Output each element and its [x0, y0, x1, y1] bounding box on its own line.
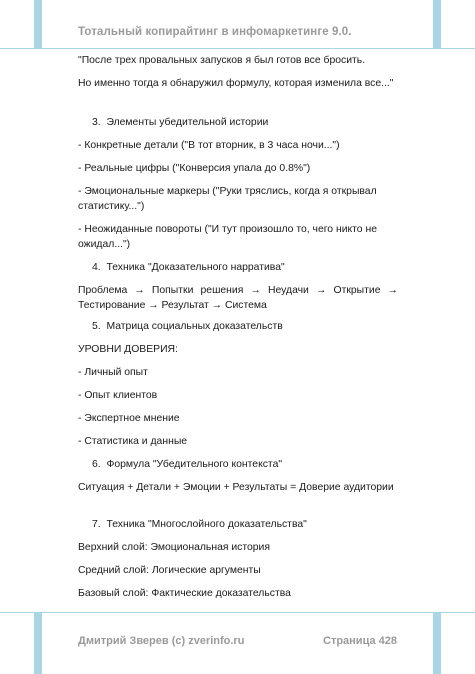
list-item: - Экспертное мнение — [78, 413, 180, 424]
section-title: Техника "Многослойного доказательства" — [106, 519, 307, 530]
section-title: Элементы убедительной истории — [106, 117, 269, 128]
list-item: - Конкретные детали ("В тот вторник, в 3 часа ночи...") — [78, 140, 340, 151]
layer-item: Верхний слой: Эмоциональная история — [78, 542, 270, 553]
layer-item: Средний слой: Логические аргументы — [78, 565, 261, 576]
section-number: 6. — [92, 459, 101, 470]
list-item: - Личный опыт — [78, 367, 148, 378]
section-4-heading — [92, 261, 285, 276]
section-3-heading — [92, 116, 268, 131]
footer-author: Дмитрий Зверев (c) zverinfo.ru — [78, 635, 245, 647]
footer-rule — [0, 612, 475, 613]
section-6-heading — [92, 458, 282, 473]
context-formula: Ситуация + Детали + Эмоции + Результаты = Доверие аудитории — [78, 482, 394, 493]
section-number: 5. — [92, 321, 101, 332]
narrative-chain: Проблема → Попытки решения → Неудачи → Открытие → Тестирование → Результат → Система — [78, 285, 398, 311]
trust-levels-heading: УРОВНИ ДОВЕРИЯ: — [78, 344, 178, 355]
section-number: 3. — [92, 117, 101, 128]
list-item: - Эмоциональные маркеры ("Руки тряслись, когда я открывал статистику...") — [78, 186, 377, 212]
header-rule — [0, 48, 475, 49]
header-right-bar — [433, 0, 441, 48]
list-item: - Реальные цифры ("Конверсия упала до 0.8%") — [78, 163, 311, 174]
section-title: Техника "Доказательного нарратива" — [106, 262, 285, 273]
section-title: Матрица социальных доказательств — [106, 321, 283, 332]
layer-item: Базовый слой: Фактические доказательства — [78, 588, 291, 599]
list-item: - Опыт клиентов — [78, 390, 158, 401]
list-item: - Неожиданные повороты ("И тут произошло то, чего никто не ожидал...") — [78, 224, 377, 250]
section-title: Формула "Убедительного контекста" — [106, 459, 283, 470]
quote-continuation: Но именно тогда я обнаружил формулу, которая изменила все..." — [78, 78, 394, 89]
section-number: 7. — [92, 519, 101, 530]
quote-line: "После трех провальных запусков я был готов все бросить. — [78, 55, 366, 66]
header-left-bar — [34, 0, 42, 48]
footer-right-bar — [433, 613, 441, 674]
section-number: 4. — [92, 262, 101, 273]
running-header: Тотальный копирайтинг в инфомаркетинге 9.0. — [78, 26, 352, 38]
footer-left-bar — [34, 613, 42, 674]
section-7-heading — [92, 518, 307, 533]
section-5-heading — [92, 320, 283, 335]
page-number: Страница 428 — [323, 635, 397, 647]
list-item: - Статистика и данные — [78, 436, 188, 447]
